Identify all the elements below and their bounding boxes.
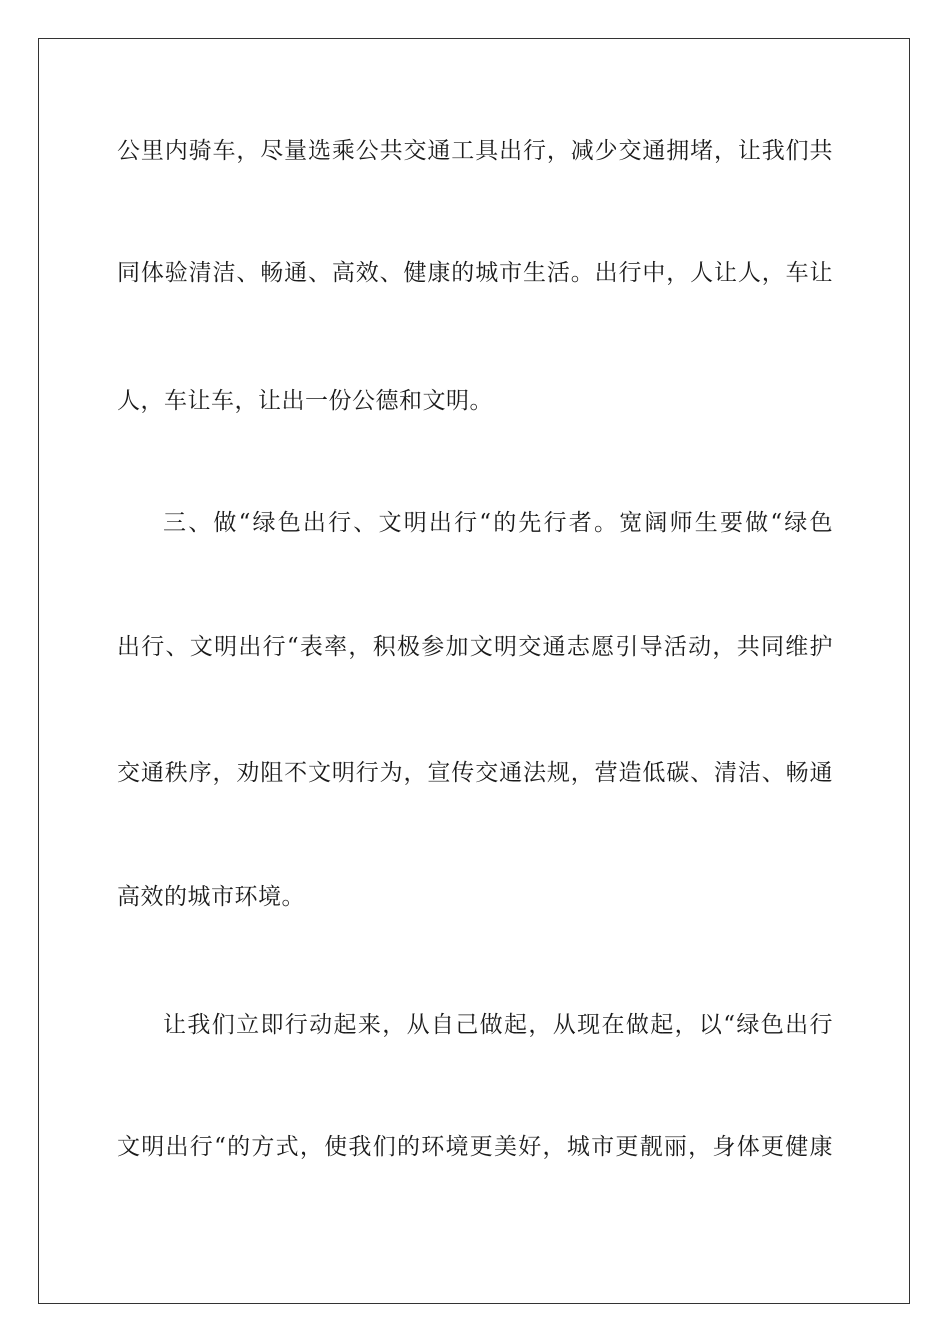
paragraph-line-2: 同体验清洁、畅通、高效、健康的城市生活。出行中，人让人，车让 <box>117 260 833 286</box>
paragraph-line-4: 三、做“绿色出行、文明出行“的先行者。宽阔师生要做“绿色 <box>163 510 833 536</box>
page-frame <box>38 38 910 1304</box>
paragraph-line-8: 让我们立即行动起来，从自己做起，从现在做起，以“绿色出行 <box>163 1012 833 1038</box>
paragraph-line-6: 交通秩序，劝阻不文明行为，宣传交通法规，营造低碳、清洁、畅通 <box>117 760 833 786</box>
paragraph-line-1: 公里内骑车，尽量选乘公共交通工具出行，减少交通拥堵，让我们共 <box>117 138 833 164</box>
paragraph-line-7: 高效的城市环境。 <box>117 884 305 910</box>
paragraph-line-3: 人，车让车，让出一份公德和文明。 <box>117 388 493 414</box>
paragraph-line-5: 出行、文明出行“表率，积极参加文明交通志愿引导活动，共同维护 <box>117 634 833 660</box>
paragraph-line-9: 文明出行“的方式，使我们的环境更美好，城市更靓丽，身体更健康 <box>117 1134 833 1160</box>
